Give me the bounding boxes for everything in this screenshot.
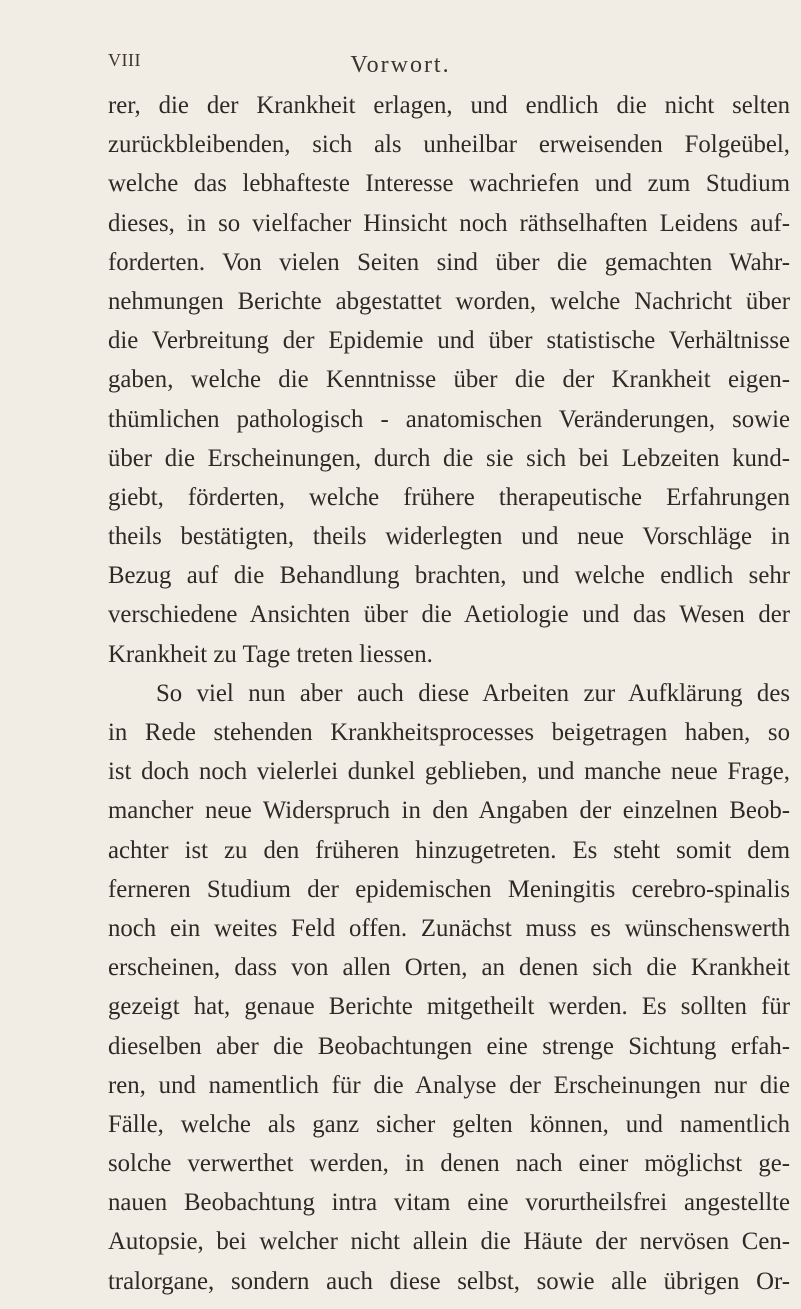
- text-line: in Rede stehenden Krankheitsprocesses beigetragen haben, so: [108, 719, 790, 746]
- body-text: [108, 86, 790, 1301]
- text-line: thümlichen pathologisch - anatomischen Veränderungen, sowie: [108, 405, 790, 433]
- text-line: nehmungen Berichte abgestattet worden, welche Nachricht über: [108, 287, 790, 315]
- text-line: theils bestätigten, theils widerlegten und neue Vorschläge in: [108, 523, 790, 551]
- text-line: erscheinen, dass von allen Orten, an denen sich die Krankheit: [108, 954, 790, 982]
- text-line: über die Erscheinungen, durch die sie sich bei Lebzeiten kund-: [108, 444, 790, 472]
- text-line: ren, und namentlich für die Analyse der Erscheinungen nur die: [108, 1071, 790, 1099]
- text-line: Fälle, welche als ganz sicher gelten können, und namentlich: [108, 1110, 790, 1138]
- text-line: verschiedene Ansichten über die Aetiologie und das Wesen der: [108, 601, 790, 629]
- text-line: dieses, in so vielfacher Hinsicht noch räthselhaften Leidens auf-: [108, 209, 790, 237]
- text-line: forderten. Von vielen Seiten sind über die gemachten Wahr-: [108, 248, 790, 276]
- text-line: rer, die der Krankheit erlagen, und endlich die nicht selten: [108, 92, 790, 119]
- text-line: noch ein weites Feld offen. Zunächst muss es wünschenswerth: [108, 914, 790, 942]
- text-line: zurückbleibenden, sich als unheilbar erweisenden Folgeübel,: [108, 131, 790, 159]
- text-line: tralorgane, sondern auch diese selbst, sowie alle übrigen Or-: [108, 1267, 790, 1295]
- text-line: Autopsie, bei welcher nicht allein die Häute der nervösen Cen-: [108, 1228, 790, 1256]
- paragraph-end-line: Krankheit zu Tage treten liessen.: [108, 640, 433, 668]
- page-number: VIII: [108, 50, 141, 70]
- text-line: gezeigt hat, genaue Berichte mitgetheilt werden. Es sollten für: [108, 993, 790, 1021]
- text-line: welche das lebhafteste Interesse wachriefen und zum Studium: [108, 170, 790, 198]
- text-line: ferneren Studium der epidemischen Meningitis cerebro-spinalis: [108, 875, 790, 903]
- text-line: solche verwerthet werden, in denen nach einer möglichst ge-: [108, 1150, 790, 1178]
- running-title: Vorwort.: [350, 52, 451, 78]
- text-line: ist doch noch vielerlei dunkel geblieben, und manche neue Frage,: [108, 758, 790, 786]
- text-line: gaben, welche die Kenntnisse über die der Krankheit eigen-: [108, 366, 790, 394]
- text-line: achter ist zu den früheren hinzugetreten. Es steht somit dem: [108, 836, 790, 864]
- text-line: dieselben aber die Beobachtungen eine strenge Sichtung erfah-: [108, 1032, 790, 1060]
- text-line: mancher neue Widerspruch in den Angaben der einzelnen Beob-: [108, 797, 790, 825]
- text-line: nauen Beobachtung intra vitam eine vorurtheilsfrei angestellte: [108, 1189, 790, 1217]
- text-line: Bezug auf die Behandlung brachten, und welche endlich sehr: [108, 562, 790, 590]
- paragraph-start-line: So viel nun aber auch diese Arbeiten zur Aufklärung des: [156, 679, 790, 707]
- text-line: die Verbreitung der Epidemie und über statistische Verhältnisse: [108, 327, 790, 355]
- text-line: giebt, förderten, welche frühere therapeutische Erfahrungen: [108, 483, 790, 511]
